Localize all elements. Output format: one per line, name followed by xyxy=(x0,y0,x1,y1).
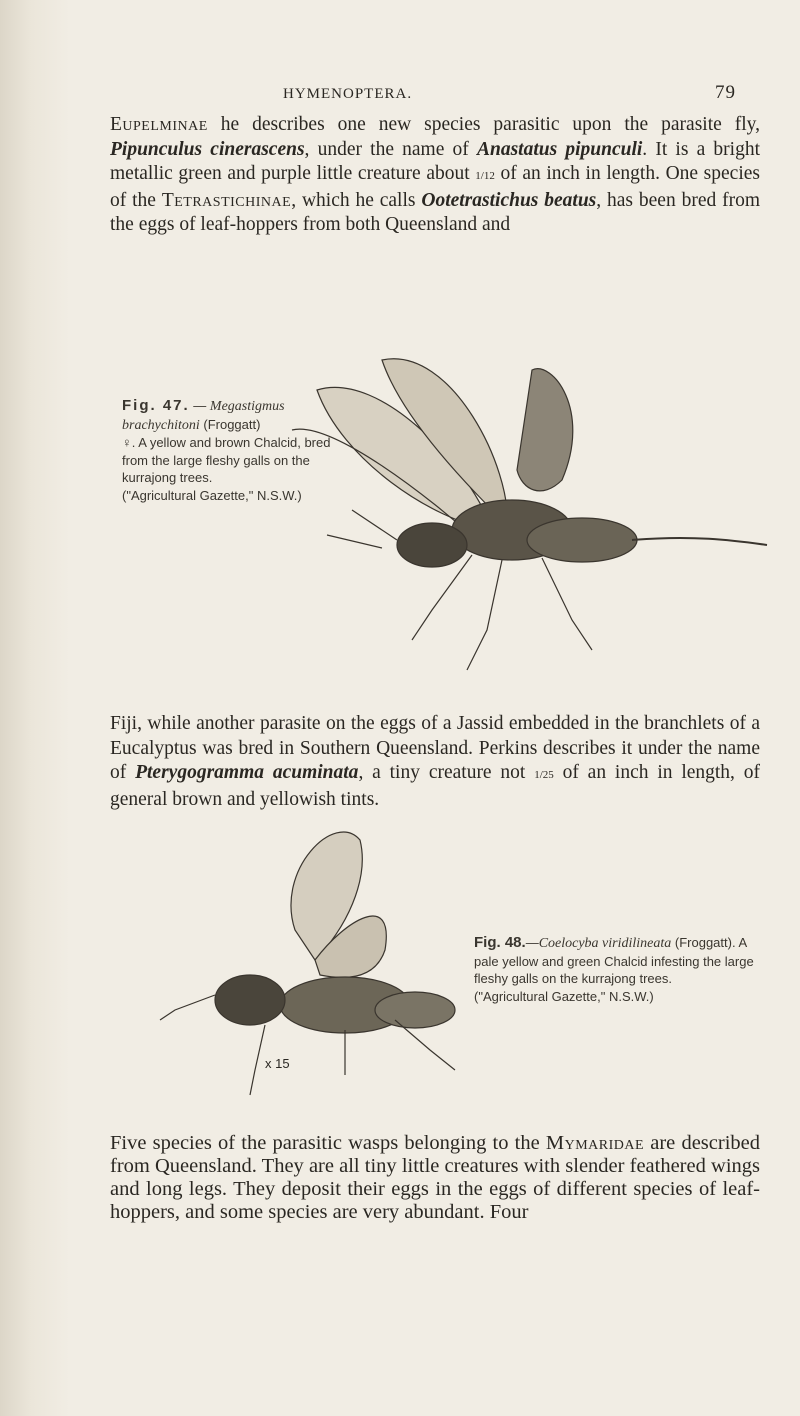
text-run: , under the name of xyxy=(304,138,477,160)
caption-dash: — xyxy=(189,398,210,413)
figure-47-description: ♀. A yellow and brown Chalcid, bred from the large fleshy galls on the kurrajong trees. xyxy=(122,435,331,485)
text-run: . It is a bright metallic green and purple little creature about xyxy=(110,138,760,185)
figure-47-insect-illustration xyxy=(232,350,772,678)
text-run: of an inch in length, of general brown and yellowish tints. xyxy=(110,762,761,810)
paragraph-eupelminae xyxy=(110,113,760,238)
term-mymaridae: Mymaridae xyxy=(545,1132,645,1154)
fraction-1-12: 1/12 xyxy=(475,170,495,183)
term-eupelminae: Eupelminae xyxy=(110,114,208,135)
figure-48-species: Coelocyba viridilineata xyxy=(538,936,672,951)
fraction-1-25: 1/25 xyxy=(534,769,554,782)
figure-47-species: Megastigmus brachychitoni xyxy=(122,399,285,433)
species-ootetrastichus: Ootetrastichus beatus xyxy=(421,189,597,211)
paragraph-fiji xyxy=(110,712,760,812)
paragraph-mymaridae xyxy=(110,1132,760,1224)
figure-48-description: (Froggatt). A pale yellow and green Chalcid infesting the large fleshy galls on the kurrajong trees. xyxy=(474,935,754,986)
text-run: are described from Queensland. They are all tiny little creatures with slender feathered wings and long legs. They deposit their eggs in the eggs of different species of leaf-hoppers, and some species are very abundant. Four xyxy=(110,1132,760,1223)
caption-dash: — xyxy=(525,935,539,950)
figure-48-scale-label: x 15 xyxy=(265,1056,290,1071)
text-run: , has been bred from the eggs of leaf-hoppers from both Queensland and xyxy=(110,189,760,236)
figure-48-source: ("Agricultural Gazette," N.S.W.) xyxy=(474,988,654,1004)
text-run: Five species of the parasitic wasps belonging to the xyxy=(110,1132,546,1154)
figure-47-authority: (Froggatt) xyxy=(199,416,261,432)
figure-48-caption xyxy=(474,934,764,1005)
species-anastatus: Anastatus pipunculi xyxy=(476,138,643,160)
figure-48-insect-illustration xyxy=(155,810,480,1100)
text-run: , a tiny creature not xyxy=(358,762,535,784)
text-run: Fiji, while another parasite on the eggs of a Jassid embedded in the branchlets of a Eucalyptus was bred in Southern Queensland. Perkins describes it under the name of xyxy=(110,713,760,784)
figure-47-source: ("Agricultural Gazette," N.S.W.) xyxy=(122,487,302,503)
species-pipunculus: Pipunculus cinerascens xyxy=(110,138,305,160)
species-pterygogramma: Pterygogramma acuminata xyxy=(135,762,359,784)
page-number: 79 xyxy=(715,82,736,103)
term-tetrastichinae: Tetrastichinae xyxy=(161,189,292,211)
text-run: he describes one new species parasitic upon the parasite fly, xyxy=(207,114,760,135)
figure-48-label: Fig. 48. xyxy=(474,934,526,951)
figure-47-label: Fig. 47. xyxy=(122,397,190,414)
text-run: , which he calls xyxy=(291,189,422,211)
text-run: of an inch in length. One species of the xyxy=(110,163,760,211)
page-gutter-shadow xyxy=(0,0,70,1416)
running-head: HYMENOPTERA. xyxy=(283,86,413,102)
